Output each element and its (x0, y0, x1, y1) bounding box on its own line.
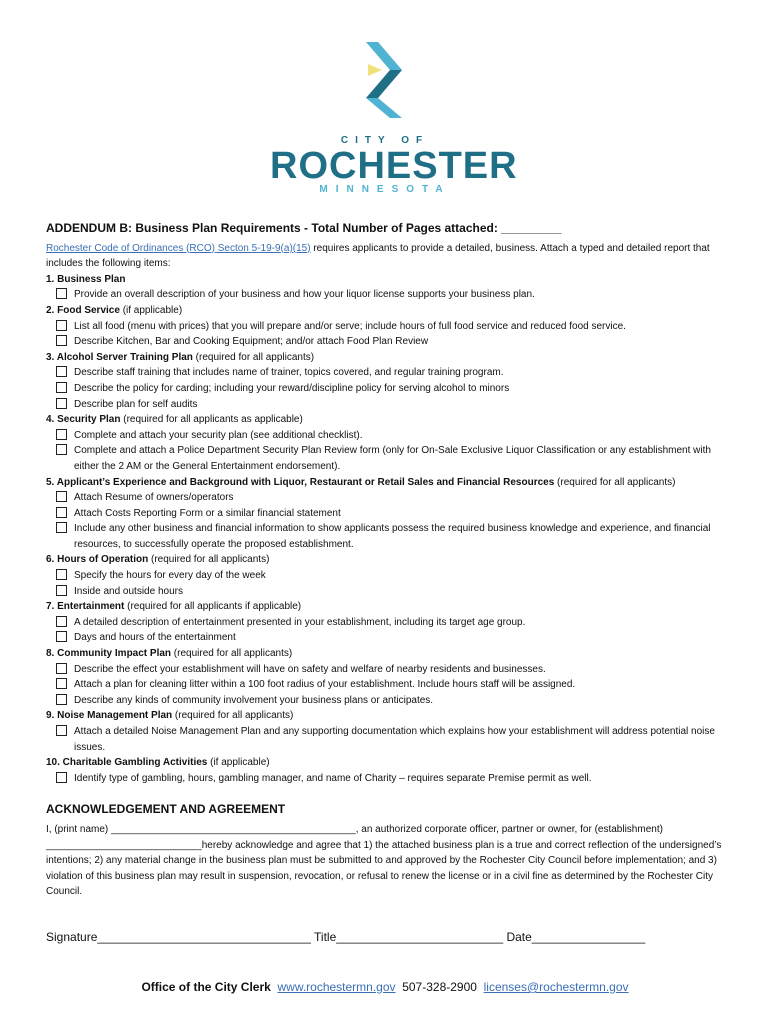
page-title: ADDENDUM B: Business Plan Requirements - Total Number of Pages attached: _________ (46, 221, 562, 235)
checklist-item (46, 677, 726, 693)
checklist-item (46, 365, 726, 381)
checkbox[interactable] (56, 725, 67, 736)
checklist-item (46, 630, 726, 646)
intro-paragraph (46, 241, 726, 272)
checklist-item-text: Attach a plan for cleaning litter within a 100 foot radius of your establishment. Include hours staff will be assigned. (74, 679, 576, 691)
form-content (46, 221, 726, 900)
checklist-item-text: Describe plan for self audits (74, 398, 198, 410)
section-title: 4. Security Plan (46, 414, 121, 426)
section-note: (required for all applicants) (192, 351, 315, 363)
footer (0, 980, 770, 994)
checkbox[interactable] (56, 382, 67, 393)
checkbox[interactable] (56, 398, 67, 409)
checklist-item-text: Describe Kitchen, Bar and Cooking Equipment; and/or attach Food Plan Review (74, 336, 429, 348)
checklist-item (46, 771, 726, 787)
checkbox[interactable] (56, 616, 67, 627)
ack-text: I, (print name) ____________________________________________, an authorized corporate officer, partner or owner, for (establishment) ____________________________hereby acknowledge and agree that 1) the attached business plan is a true and correct reflection of the undersigned’s intentions; 2) any material change in the business plan must be submitted to and approved by the Rochester City Council before implementation; and 3) violation of this business plan may result in suspension, revocation, or refusal to renew the license or in a civil fine as determined by the Rochester City Council. (46, 823, 722, 898)
checklist-item-text: Describe staff training that includes name of trainer, topics covered, and regular training program. (74, 367, 504, 379)
checklist-item (46, 381, 726, 397)
section-title: 5. Applicant’s Experience and Background with Liquor, Restaurant or Retail Sales and Financial Resources (46, 476, 555, 488)
section-heading (46, 272, 726, 288)
section-6 (46, 552, 726, 599)
checklist-item-text: Specify the hours for every day of the week (74, 570, 266, 582)
checklist-item-text: Describe any kinds of community involvement your business plans or anticipates. (74, 694, 434, 706)
section-2 (46, 303, 726, 350)
checklist-item (46, 287, 726, 303)
section-note: (required for all applicants) (148, 554, 270, 566)
section-heading (46, 350, 726, 366)
checklist-item-text: Identify type of gambling, hours, gambling manager, and name of Charity – requires separate Premise permit as well. (74, 772, 592, 784)
section-title: 2. Food Service (46, 304, 120, 316)
section-7 (46, 599, 726, 646)
checkbox[interactable] (56, 288, 67, 299)
section-heading (46, 552, 726, 568)
logo-minnesota: MINNESOTA (319, 184, 451, 195)
checkbox[interactable] (56, 444, 67, 455)
checklist-item-text: List all food (menu with prices) that you will prepare and/or serve; include hours of full food service and reduced food service. (74, 320, 626, 332)
checkbox[interactable] (56, 678, 67, 689)
checklist-item (46, 397, 726, 413)
checkbox[interactable] (56, 335, 67, 346)
checklist-item-text: Attach Resume of owners/operators (74, 492, 234, 504)
checklist-item (46, 319, 726, 335)
checklist-item-text: Inside and outside hours (74, 585, 183, 597)
chevron-logo-icon (362, 40, 408, 120)
section-title: 9. Noise Management Plan (46, 710, 173, 722)
logo-city-of: CITY OF (340, 135, 430, 146)
checklist-item-text: Attach a detailed Noise Management Plan and any supporting documentation which explains how your establishment will address potential noise issues. (74, 726, 715, 753)
section-note: (required for all applicants if applicable) (124, 601, 302, 613)
checkbox[interactable] (56, 491, 67, 502)
checklist-item (46, 662, 726, 678)
section-heading (46, 412, 726, 428)
checkbox[interactable] (56, 772, 67, 783)
checklist-item (46, 584, 726, 600)
footer-office: Office of the City Clerk (141, 980, 271, 994)
checklist-item-text: Days and hours of the entertainment (74, 632, 236, 644)
section-note: (if applicable) (119, 304, 183, 316)
section-title: 8. Community Impact Plan (46, 648, 172, 660)
section-heading (46, 303, 726, 319)
checklist-item (46, 490, 726, 506)
section-title: 1. Business Plan (46, 273, 126, 285)
ordinance-link[interactable]: Rochester Code of Ordinances (RCO) Secton 5-19-9(a)(15) (46, 242, 311, 254)
section-heading (46, 708, 726, 724)
acknowledgement-section (46, 802, 726, 900)
checklist-item (46, 568, 726, 584)
checklist-item-text: Provide an overall description of your business and how your liquor license supports your business plan. (74, 289, 535, 301)
checkbox[interactable] (56, 522, 67, 533)
checkbox[interactable] (56, 429, 67, 440)
section-10 (46, 755, 726, 786)
checklist-item (46, 724, 726, 755)
checklist-item (46, 443, 726, 474)
checklist-item-text: Include any other business and financial information to show applicants possess the required business knowledge and experience, and financial resources, to successfully operate the proposed establishment. (74, 523, 711, 550)
signature-line[interactable]: Signature________________________________ Title_________________________ Date_________________ (46, 930, 646, 944)
checkbox[interactable] (56, 631, 67, 642)
checklist-item-text: Complete and attach a Police Department Security Plan Review form (only for On-Sale Exclusive Liquor Classification or any establishment with either the 2 AM or the General Entertainment endorsement). (74, 445, 711, 472)
section-heading (46, 599, 726, 615)
checkbox[interactable] (56, 320, 67, 331)
section-3 (46, 350, 726, 412)
section-note: (required for all applicants as applicable) (120, 414, 303, 426)
footer-website-link[interactable]: www.rochestermn.gov (277, 980, 396, 994)
section-title: 10. Charitable Gambling Activities (46, 757, 208, 769)
section-note: (required for all applicants) (554, 476, 676, 488)
section-title: 3. Alcohol Server Training Plan (46, 351, 193, 363)
section-title: 7. Entertainment (46, 601, 125, 613)
section-heading (46, 755, 726, 771)
checklist-item (46, 428, 726, 444)
section-5 (46, 475, 726, 553)
logo-rochester: ROCHESTER (270, 145, 518, 187)
checklist-item (46, 334, 726, 350)
checklist-item (46, 615, 726, 631)
section-9 (46, 708, 726, 755)
checklist-item-text: Complete and attach your security plan (see additional checklist). (74, 429, 363, 441)
checkbox[interactable] (56, 569, 67, 580)
footer-phone: 507-328-2900 (402, 980, 477, 994)
checkbox[interactable] (56, 663, 67, 674)
section-4 (46, 412, 726, 474)
section-1 (46, 272, 726, 303)
section-heading (46, 475, 726, 491)
section-title: 6. Hours of Operation (46, 554, 149, 566)
checklist-item (46, 506, 726, 522)
checklist-item (46, 521, 726, 552)
section-note: (required for all applicants) (171, 648, 293, 660)
footer-email-link[interactable]: licenses@rochestermn.gov (483, 980, 629, 994)
section-8 (46, 646, 726, 708)
checkbox[interactable] (56, 694, 67, 705)
checklist-item-text: Attach Costs Reporting Form or a similar financial statement (74, 507, 341, 519)
city-logo (270, 40, 518, 200)
checkbox[interactable] (56, 585, 67, 596)
checkbox[interactable] (56, 507, 67, 518)
requirements-list (46, 272, 726, 787)
section-heading (46, 646, 726, 662)
checklist-item-text: Describe the policy for carding; including your reward/discipline policy for serving alcohol to minors (74, 382, 510, 394)
checklist-item-text: Describe the effect your establishment will have on safety and welfare of nearby residents and businesses. (74, 663, 546, 675)
checklist-item (46, 693, 726, 709)
checkbox[interactable] (56, 366, 67, 377)
intro-text: requires applicants to provide a detailed, business. Attach a typed and detailed report that includes the following items: (46, 242, 710, 270)
checklist-item-text: A detailed description of entertainment presented in your establishment, including its target age group. (74, 616, 526, 628)
section-note: (required for all applicants) (172, 710, 294, 722)
ack-title: ACKNOWLEDGEMENT AND AGREEMENT (46, 802, 286, 817)
section-note: (if applicable) (207, 757, 270, 769)
